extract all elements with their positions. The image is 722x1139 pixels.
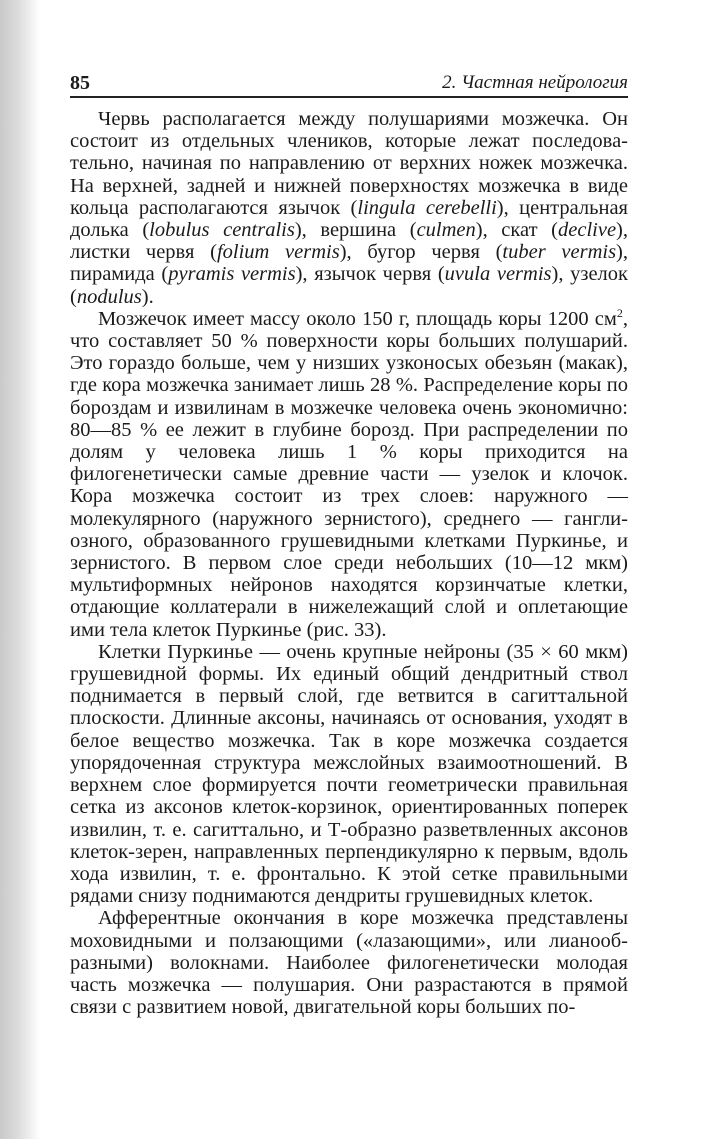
paragraph-purkinje-cells: Клетки Пуркинье — очень крупные нейроны (35 × 60 мкм) грушевидной формы. Их единый общий дендритный ствол поднимается в первый слой, где ветвится в сагиттальной плоскости. Длинные аксоны, начинаясь от основания, уходят в белое вещество мозжечка. Так в коре мозжечка создается упорядоченная структура межслойных взаимоотношений. В верхнем слое формируется почти геометрически правильная сетка из аксонов клеток-корзинок, ориентированных поперек извилин, т. е. сагиттально, и Т-образно разветвленных аксонов клеток-зерен, направленных перпендикулярно к первым, вдоль хода извилин, т. е. фронтально. К этой сетке правильными рядами снизу поднимаются дендриты грушевидных клеток. bbox=[70, 640, 628, 908]
paragraph-afferent-endings: Афферентные окончания в коре мозжечка представлены моховидными и ползающими («лазающими», или лианообразными) волокнами. Наиболее филогенетически молодая часть мозжечка — полушария. Они разрастаются в прямой связи с развитием новой, двигательной коры больших по- bbox=[70, 907, 628, 1019]
book-page bbox=[70, 70, 628, 1018]
page-spine-shadow bbox=[0, 0, 40, 1139]
paragraph-cerebellum-mass: Мозжечок имеет массу около 150 г, площадь коры 1200 $см^2$, что составляет 50 % поверхности коры больших полушарий. Это гораздо больше, чем у низших узконосых обезьян (макак), где кора мозжечка занимает лишь 28 %. Распределение коры по бороздам и извилинам в мозжечке человека очень экономично: 80—85 % ее лежит в глубине борозд. При распределении по долям у человека лишь 1 % коры приходится на филогенетически самые древние части — узелок и клочок. Кора мозжечка состоит из трех слоев: наружного — молекулярного (наружного зернистого), среднего — ганглиозного, образованного грушевидными клетками Пуркинье, и зернистого. В первом слое среди небольших (10—12 мкм) мультиформных нейронов находятся корзинчатые клетки, отдающие коллатерали в нижележащий слой и оплетающие ими тела клеток Пуркинье (рис. 33). bbox=[70, 306, 628, 641]
paragraph-vermis: Червь располагается между полушариями мозжечка. Он состоит из отдельных члеников, которые лежат последовательно, начиная по направлению от верхних ножек мозжечка. На верхней, задней и нижней поверхностях мозжечка в виде кольца располагаются язычок (lingula cerebelli), центральная долька (lobulus centralis), вершина (culmen), скат (declive), листки червя (folium vermis), бугор червя (tuber vermis), пирамида (pyramis vermis), язычок червя (uvula vermis), узелок (nodulus). bbox=[70, 108, 629, 308]
running-head bbox=[70, 70, 628, 98]
page-number: 85 bbox=[70, 72, 90, 94]
body-text bbox=[70, 108, 628, 1018]
chapter-title: 2. Частная нейрология bbox=[442, 72, 628, 93]
